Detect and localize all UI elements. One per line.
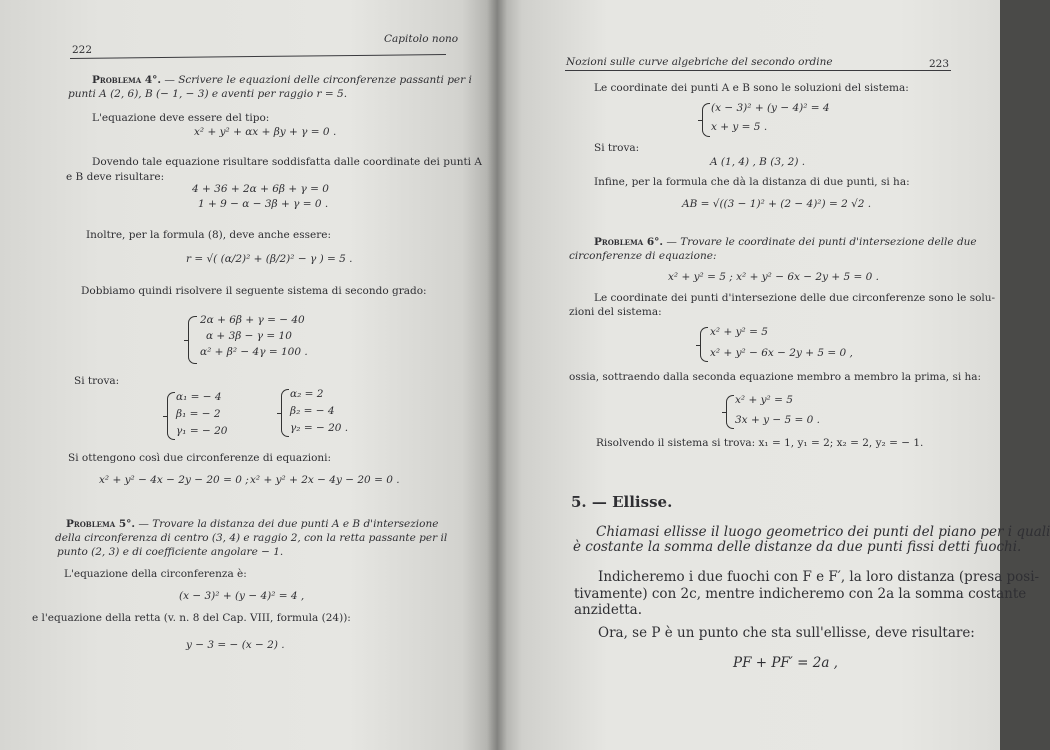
- equation-radius: r = √( (α/2)² + (β/2)² − γ ) = 5 .: [186, 253, 353, 265]
- text-si-trova: Si trova:: [74, 375, 120, 387]
- section-title: 5. — Ellisse.: [571, 493, 673, 511]
- problem-4-label: Problema 4°.: [92, 74, 162, 86]
- text-dobbiamo: Dobbiamo quindi risolvere il seguente sistema di secondo grado:: [81, 285, 427, 297]
- text-si-trova-right: Si trova:: [594, 142, 640, 154]
- problem-6-label: Problema 6°.: [594, 236, 664, 248]
- text-le-coordinate-2: zioni del sistema:: [569, 306, 662, 318]
- equation-a2: 1 + 9 − α − 3β + γ = 0 .: [198, 198, 329, 210]
- definition-line-1: Chiamasi ellisse il luogo geometrico dei punti del piano per i quali: [596, 524, 1050, 540]
- right-header-rule: [565, 70, 951, 71]
- book-gutter: [487, 0, 507, 750]
- equation-general: x² + y² + αx + βy + γ = 0 .: [194, 126, 337, 138]
- system-1-row: 2α + 6β + γ = − 40: [200, 314, 305, 326]
- solution-2-row: β₂ = − 4: [290, 405, 335, 417]
- right-running-head: Nozioni sulle curve algebriche del secondo ordine: [566, 56, 833, 68]
- text-lequazione: L'equazione della circonferenza è:: [64, 568, 247, 580]
- text-si-ottengono: Si ottengono così due circonferenze di equazioni:: [68, 452, 332, 464]
- text-dovendo-1: Dovendo tale equazione risultare soddisfatta dalle coordinate dei punti A: [92, 156, 482, 168]
- text-indicheremo-3: anzidetta.: [574, 602, 642, 618]
- left-page-number: 222: [72, 44, 93, 56]
- text-equazione: L'equazione deve essere del tipo:: [92, 112, 270, 124]
- equation-ellipse: PF + PF′ = 2a ,: [733, 655, 838, 671]
- text-dovendo-2: e B deve risultare:: [66, 171, 165, 183]
- right-page-number: 223: [929, 58, 950, 70]
- points-ab: A (1, 4) , B (3, 2) .: [710, 156, 806, 168]
- system-1-row: α² + β² − 4γ = 100 .: [200, 346, 308, 358]
- text-indicheremo-1: Indicheremo i due fuochi con F e F′, la loro distanza (presa posi-: [598, 569, 1040, 585]
- system-r3-brace: [726, 395, 734, 429]
- problem-4-line-2: punti A (2, 6), B (− 1, − 3) e aventi per raggio r = 5.: [68, 88, 348, 100]
- equation-circle-3: (x − 3)² + (y − 4)² = 4 ,: [179, 590, 305, 602]
- text-ossia: ossia, sottraendo dalla seconda equazione membro a membro la prima, si ha:: [569, 371, 982, 383]
- text-inoltre: Inoltre, per la formula (8), deve anche essere:: [86, 229, 332, 241]
- system-r2-brace: [700, 327, 708, 362]
- system-r1-brace: [702, 103, 710, 137]
- text-retta: e l'equazione della retta (v. n. 8 del Cap. VIII, formula (24)):: [32, 612, 351, 624]
- left-running-head: Capitolo nono: [384, 33, 459, 45]
- equation-ab-distance: AB = √((3 − 1)² + (2 − 4)²) = 2 √2 .: [682, 198, 872, 210]
- solution-2-row: α₂ = 2: [290, 388, 324, 400]
- system-r1-row: x + y = 5 .: [711, 121, 768, 133]
- equation-line: y − 3 = − (x − 2) .: [186, 639, 285, 651]
- equation-p6: x² + y² = 5 ; x² + y² − 6x − 2y + 5 = 0 .: [668, 271, 879, 283]
- problem-5-line-1: Problema 5°. — Trovare la distanza dei due punti A e B d'intersezione: [66, 518, 439, 530]
- system-r2-row: x² + y² = 5: [710, 326, 768, 338]
- right-page: [497, 0, 1050, 750]
- problem-6-line-1: Problema 6°. — Trovare le coordinate dei punti d'intersezione delle due: [594, 236, 977, 248]
- solution-1-row: α₁ = − 4: [176, 391, 222, 403]
- problem-5-line-3: punto (2, 3) e di coefficiente angolare − 1.: [57, 546, 284, 558]
- text-ora: Ora, se P è un punto che sta sull'ellisse, deve risultare:: [598, 625, 975, 641]
- system-r1-row: (x − 3)² + (y − 4)² = 4: [711, 102, 830, 114]
- solution-1-brace: [167, 392, 175, 440]
- text-indicheremo-2: tivamente) con 2c, mentre indicheremo con 2a la somma costante: [574, 586, 1027, 602]
- solution-1-row: β₁ = − 2: [176, 408, 221, 420]
- text-infine: Infine, per la formula che dà la distanza di due punti, si ha:: [594, 176, 910, 188]
- text-risolvendo: Risolvendo il sistema si trova: x₁ = 1, y₁ = 2; x₂ = 2, y₂ = − 1.: [596, 437, 924, 449]
- equation-a1: 4 + 36 + 2α + 6β + γ = 0: [192, 183, 329, 195]
- equation-circle-1: x² + y² − 4x − 2y − 20 = 0 ;: [99, 474, 249, 486]
- system-r3-row: x² + y² = 5: [735, 394, 793, 406]
- problem-5-label: Problema 5°.: [66, 518, 136, 530]
- solution-2-row: γ₂ = − 20 .: [290, 422, 349, 434]
- system-1-brace: [188, 316, 197, 364]
- problem-5-line-2: della circonferenza di centro (3, 4) e raggio 2, con la retta passante per il: [55, 532, 448, 544]
- problem-6-line-2: circonferenze di equazione:: [569, 250, 717, 262]
- system-1-row: α + 3β − γ = 10: [206, 330, 292, 342]
- solution-2-brace: [281, 389, 289, 437]
- equation-circle-2: x² + y² + 2x − 4y − 20 = 0 .: [250, 474, 400, 486]
- solution-1-row: γ₁ = − 20: [176, 425, 228, 437]
- left-page: [0, 0, 497, 750]
- system-r3-row: 3x + y − 5 = 0 .: [735, 414, 820, 426]
- text-coordinate: Le coordinate dei punti A e B sono le soluzioni del sistema:: [594, 82, 909, 94]
- text-le-coordinate-1: Le coordinate dei punti d'intersezione delle due circonferenze sono le solu-: [594, 292, 996, 304]
- system-r2-row: x² + y² − 6x − 2y + 5 = 0 ,: [710, 347, 853, 359]
- left-header-rule: [70, 54, 446, 59]
- problem-4-line-1: Problema 4°. — Scrivere le equazioni delle circonferenze passanti per i: [92, 74, 472, 86]
- definition-line-2: è costante la somma delle distanze da due punti fissi detti fuochi.: [573, 539, 1022, 555]
